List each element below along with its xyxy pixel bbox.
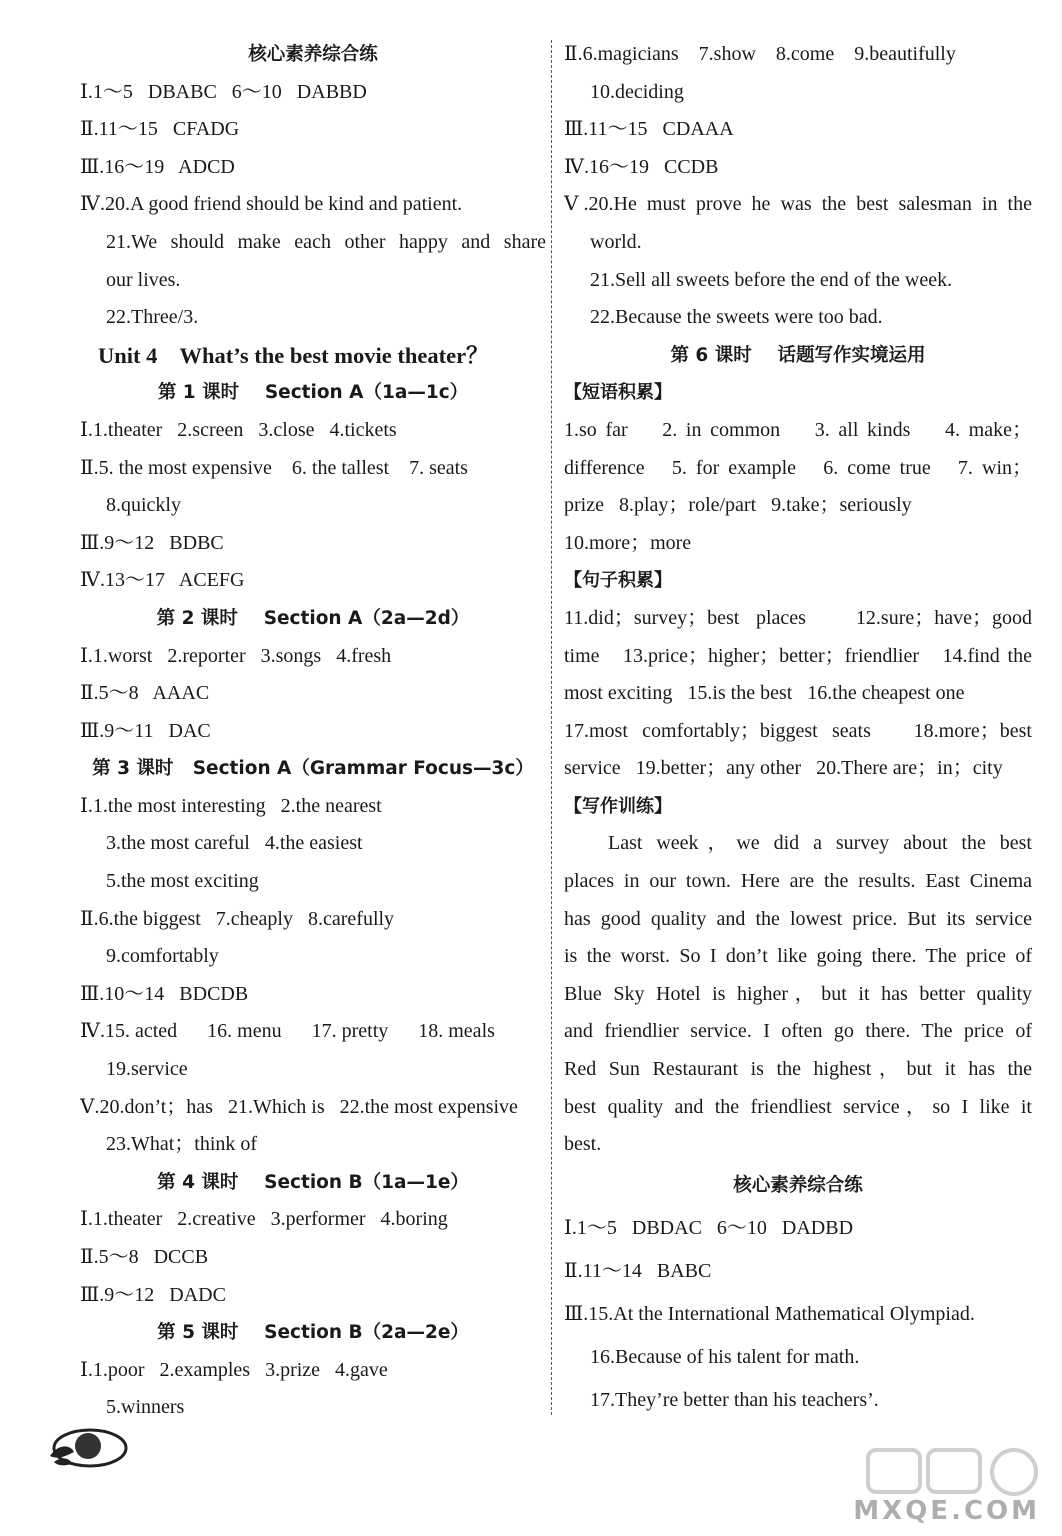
right-line: 22.Because the sweets were too bad. (590, 306, 883, 329)
right-line: 核心素养综合练 (733, 1174, 863, 1196)
watermark-text: MXQE.COM (853, 1496, 1040, 1526)
left-line: Ⅰ.1.worst 2.reporter 3.songs 4.fresh (80, 644, 392, 667)
right-line: prize 8.play；role/part 9.take；seriously (564, 494, 912, 517)
left-line: Ⅳ.20.A good friend should be kind and patient. (80, 193, 463, 216)
right-line: most exciting 15.is the best 16.the cheapest one (564, 682, 965, 705)
left-line: Ⅱ.5～8 DCCB (80, 1246, 209, 1268)
left-line: 3.the most careful 4.the easiest (106, 832, 363, 855)
left-line: Ⅲ.9～11 DAC (80, 719, 211, 742)
right-line: 1.so far 2. in common 3. all kinds 4. make； (564, 418, 1032, 441)
right-line: 10.more；more (564, 531, 692, 554)
left-line: Ⅱ.6.the biggest 7.cheaply 8.carefully (80, 907, 395, 930)
left-line: Ⅱ.5. the most expensive 6. the tallest 7. seats (80, 456, 468, 479)
left-line: Ⅴ.20.don’t；has 21.Which is 22.the most expensive (80, 1095, 518, 1118)
left-line: Ⅲ.16～19 ADCD (80, 155, 235, 178)
left-line: our lives. (106, 268, 181, 291)
right-line: time 13.price；higher；better；friendlier 14.find the (564, 644, 1032, 667)
right-line: 17.most comfortably；biggest seats 18.more；best (564, 719, 1032, 742)
right-line: Red Sun Restaurant is the highest，but it has the (564, 1058, 1032, 1081)
right-line: Ⅳ.16～19 CCDB (564, 155, 719, 178)
left-line: Ⅲ.9～12 BDBC (80, 531, 224, 554)
right-line: has good quality and the lowest price. But its service (564, 907, 1032, 930)
right-line: best quality and the friendliest service，so I like it (564, 1095, 1032, 1118)
left-line: Ⅰ.1.theater 2.screen 3.close 4.tickets (80, 418, 397, 441)
left-line: Ⅰ.1～5 DBABC 6～10 DABBD (80, 80, 367, 103)
left-line: Unit 4 What’s the best movie theater？ (98, 342, 489, 368)
left-line: 9.comfortably (106, 945, 219, 968)
right-line: best. (564, 1133, 602, 1156)
right-line: 21.Sell all sweets before the end of the week. (590, 268, 953, 291)
right-line: Ⅲ.11～15 CDAAA (564, 118, 734, 141)
right-line: Ⅱ.11～14 BABC (564, 1259, 712, 1282)
left-line: Ⅳ.15. acted 16. menu 17. pretty 18. meals (80, 1020, 495, 1043)
right-line: Blue Sky Hotel is higher，but it has better quality (564, 982, 1032, 1005)
left-line: Ⅱ.5～8 AAAC (80, 682, 210, 705)
left-line: 第 1 课时 Section A（1a—1c） (157, 382, 469, 404)
right-line: Ⅰ.1～5 DBDAC 6～10 DADBD (564, 1216, 854, 1239)
left-column (80, 36, 546, 1427)
right-line: 10.deciding (590, 80, 684, 103)
right-line: 11.did；survey；best places 12.sure；have；good (564, 606, 1032, 629)
left-line: 22.Three/3. (106, 306, 199, 329)
left-line: 第 5 课时 Section B（2a—2e） (157, 1322, 469, 1344)
right-line: places in our town. Here are the results. East Cinema (564, 870, 1032, 893)
right-line: and friendlier service. I often go there. The price of (564, 1020, 1032, 1043)
right-line: 【写作训练】 (564, 795, 672, 817)
left-line: 19.service (106, 1058, 188, 1081)
right-line: world. (590, 230, 642, 253)
left-line: Ⅲ.9～12 DADC (80, 1283, 226, 1306)
left-line: Ⅰ.1.theater 2.creative 3.performer 4.boring (80, 1208, 448, 1231)
right-line: 17.They’re better than his teachers’. (590, 1388, 879, 1411)
right-line: Ⅴ.20.He must prove he was the best salesman in the (564, 193, 1032, 216)
right-line: service 19.better；any other 20.There are；in；city (564, 757, 1003, 780)
left-line: 5.winners (106, 1396, 185, 1419)
column-divider (551, 40, 552, 1415)
left-line: 核心素养综合练 (248, 44, 378, 65)
left-line: Ⅳ.13～17 ACEFG (80, 569, 245, 592)
page-number: 4 (38, 1419, 53, 1449)
left-line: 8.quickly (106, 494, 181, 517)
left-line: 第 3 课时 Section A（Grammar Focus—3c） (92, 758, 534, 780)
right-column (564, 36, 1032, 1422)
left-line: 21.We should make each other happy and share (106, 230, 546, 253)
left-line: Ⅰ.1.poor 2.examples 3.prize 4.gave (80, 1358, 388, 1381)
left-line: 23.What；think of (106, 1133, 258, 1156)
right-line: 第 6 课时 话题写作实境运用 (670, 344, 926, 366)
left-line: 第 4 课时 Section B（1a—1e） (157, 1171, 469, 1193)
right-line: 16.Because of his talent for math. (590, 1345, 860, 1368)
left-line: Ⅱ.11～15 CFADG (80, 118, 240, 141)
right-line: Ⅲ.15.At the International Mathematical Olympiad. (564, 1302, 975, 1325)
left-line: 5.the most exciting (106, 870, 259, 893)
right-line: Ⅱ.6.magicians 7.show 8.come 9.beautifully (564, 43, 956, 65)
right-line: difference 5. for example 6. come true 7. win； (564, 456, 1032, 479)
right-line: Last week，we did a survey about the best (608, 832, 1032, 855)
right-line: 【短语积累】 (564, 382, 672, 404)
left-line: 第 2 课时 Section A（2a—2d） (156, 607, 470, 629)
leaf-badge-icon (44, 1422, 130, 1470)
left-line: Ⅰ.1.the most interesting 2.the nearest (80, 794, 382, 817)
right-line: 【句子积累】 (564, 570, 672, 592)
left-line: Ⅲ.10～14 BDCDB (80, 982, 249, 1005)
right-line: is the worst. So I don’t like going there. The price of (564, 945, 1032, 968)
